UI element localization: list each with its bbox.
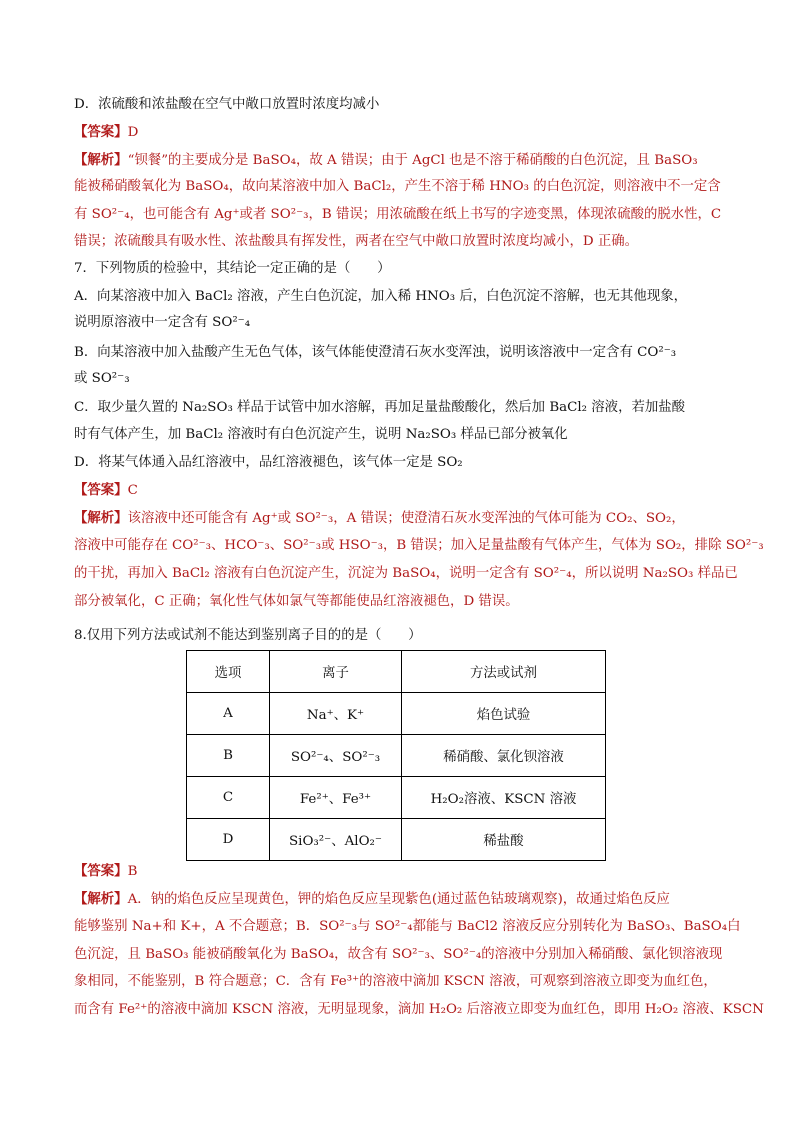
q7-option-d: D．将某气体通入品红溶液中，品红溶液褪色，该气体一定是 SO₂ (74, 455, 463, 470)
analysis-label: 【解析】 (74, 891, 128, 907)
answer-label: 【答案】 (74, 124, 128, 140)
table-cell: D (187, 819, 270, 861)
q8-analysis-line (74, 889, 670, 910)
q6-analysis-line: 错误；浓硫酸具有吸水性、浓盐酸具有挥发性，两者在空气中敞口放置时浓度均减小，D 正确。 (74, 234, 639, 249)
q7-option-c: C．取少量久置的 Na₂SO₃ 样品于试管中加水溶解，再加足量盐酸酸化，然后加 BaCl₂ 溶液，若加盐酸 (74, 400, 686, 415)
table-row (187, 819, 606, 861)
analysis-text: 该溶液中还可能含有 Ag⁺或 SO²⁻₃，A 错误；使澄清石灰水变浑浊的气体可能为 CO₂、SO₂， (127, 511, 685, 526)
q6-analysis-line: 有 SO²⁻₄，也可能含有 Ag⁺或者 SO²⁻₃，B 错误；用浓硫酸在纸上书写的字迹变黑，体现浓硫酸的脱水性，C (74, 207, 722, 222)
q6-analysis-line (74, 150, 698, 171)
q8-stem: 8.仅用下列方法或试剂不能达到鉴别离子目的的是（ ） (74, 628, 422, 643)
table-header-cell: 方法或试剂 (402, 651, 606, 693)
table-row (187, 777, 606, 819)
table-cell: C (187, 777, 270, 819)
table-cell: 焰色试验 (402, 693, 606, 735)
q7-option-b: B．向某溶液中加入盐酸产生无色气体，该气体能使澄清石灰水变浑浊，说明该溶液中一定含有 CO²⁻₃ (74, 345, 677, 360)
answer-value: D (127, 125, 139, 140)
analysis-label: 【解析】 (74, 152, 128, 168)
q7-stem: 7．下列物质的检验中，其结论一定正确的是（ ） (74, 261, 391, 276)
table-cell: Fe²⁺、Fe³⁺ (270, 777, 402, 819)
q7-analysis-line (74, 508, 685, 529)
q7-analysis-line: 的干扰，再加入 BaCl₂ 溶液有白色沉淀产生，沉淀为 BaSO₄，说明一定含有 SO²⁻₄，所以说明 Na₂SO₃ 样品已 (74, 566, 738, 581)
table-cell: A (187, 693, 270, 735)
table-cell: SO²⁻₄、SO²⁻₃ (270, 735, 402, 777)
q7-analysis-line: 溶液中可能存在 CO²⁻₃、HCO⁻₃、SO²⁻₃或 HSO⁻₃，B 错误；加入足量盐酸有气体产生，气体为 SO₂，排除 SO²⁻₃ (74, 538, 764, 553)
table-header-row (187, 651, 606, 693)
analysis-label: 【解析】 (74, 510, 128, 526)
table-cell: H₂O₂溶液、KSCN 溶液 (402, 777, 606, 819)
table-row (187, 693, 606, 735)
table-cell: SiO₃²⁻、AlO₂⁻ (270, 819, 402, 861)
analysis-text: “钡餐”的主要成分是 BaSO₄，故 A 错误；由于 AgCl 也是不溶于稀硝酸的白色沉淀，且 BaSO₃ (127, 153, 698, 168)
q7-option-a-cont: 说明原溶液中一定含有 SO²⁻₄ (74, 315, 251, 330)
q7-answer (74, 480, 138, 501)
table-cell: Na⁺、K⁺ (270, 693, 402, 735)
q7-option-b-cont: 或 SO²⁻₃ (74, 371, 130, 386)
q8-analysis-line: 能够鉴别 Na+和 K+，A 不合题意；B．SO²⁻₃与 SO²⁻₄都能与 BaCl2 溶液反应分别转化为 BaSO₃、BaSO₄白 (74, 919, 741, 934)
q7-option-a: A．向某溶液中加入 BaCl₂ 溶液，产生白色沉淀，加入稀 HNO₃ 后，白色沉淀不溶解，也无其他现象， (74, 289, 687, 304)
q8-answer (74, 861, 137, 882)
answer-value: C (127, 483, 138, 498)
q7-analysis-line: 部分被氧化，C 正确；氧化性气体如氯气等都能使品红溶液褪色，D 错误。 (74, 594, 519, 609)
answer-label: 【答案】 (74, 863, 128, 879)
table-header-cell: 离子 (270, 651, 402, 693)
table-cell: 稀硝酸、氯化钡溶液 (402, 735, 606, 777)
q8-analysis-line: 而含有 Fe²⁺的溶液中滴加 KSCN 溶液，无明显现象，滴加 H₂O₂ 后溶液立即变为血红色，即用 H₂O₂ 溶液、KSCN (74, 1002, 764, 1017)
q8-analysis-line: 色沉淀，且 BaSO₃ 能被硝酸氧化为 BaSO₄，故含有 SO²⁻₃、SO²⁻₄的溶液中分别加入稀硝酸、氯化钡溶液现 (74, 947, 723, 962)
q6-analysis-line: 能被稀硝酸氧化为 BaSO₄，故向某溶液中加入 BaCl₂，产生不溶于稀 HNO₃ 的白色沉淀，则溶液中不一定含 (74, 179, 721, 194)
options-table (186, 650, 606, 861)
table-row (187, 735, 606, 777)
table-cell: B (187, 735, 270, 777)
analysis-text: A．钠的焰色反应呈现黄色，钾的焰色反应呈现紫色(通过蓝色钴玻璃观察)，故通过焰色反应 (127, 892, 670, 907)
table-header-cell: 选项 (187, 651, 270, 693)
table-cell: 稀盐酸 (402, 819, 606, 861)
q7-option-c-cont: 时有气体产生，加 BaCl₂ 溶液时有白色沉淀产生，说明 Na₂SO₃ 样品已部分被氧化 (74, 427, 568, 442)
q8-analysis-line: 象相同，不能鉴别，B 符合题意；C．含有 Fe³⁺的溶液中滴加 KSCN 溶液，可观察到溶液立即变为血红色， (74, 974, 717, 989)
q6-answer (74, 122, 138, 143)
q6-option-d: D．浓硫酸和浓盐酸在空气中敞口放置时浓度均减小 (74, 97, 380, 112)
answer-label: 【答案】 (74, 482, 128, 498)
answer-value: B (127, 864, 138, 879)
